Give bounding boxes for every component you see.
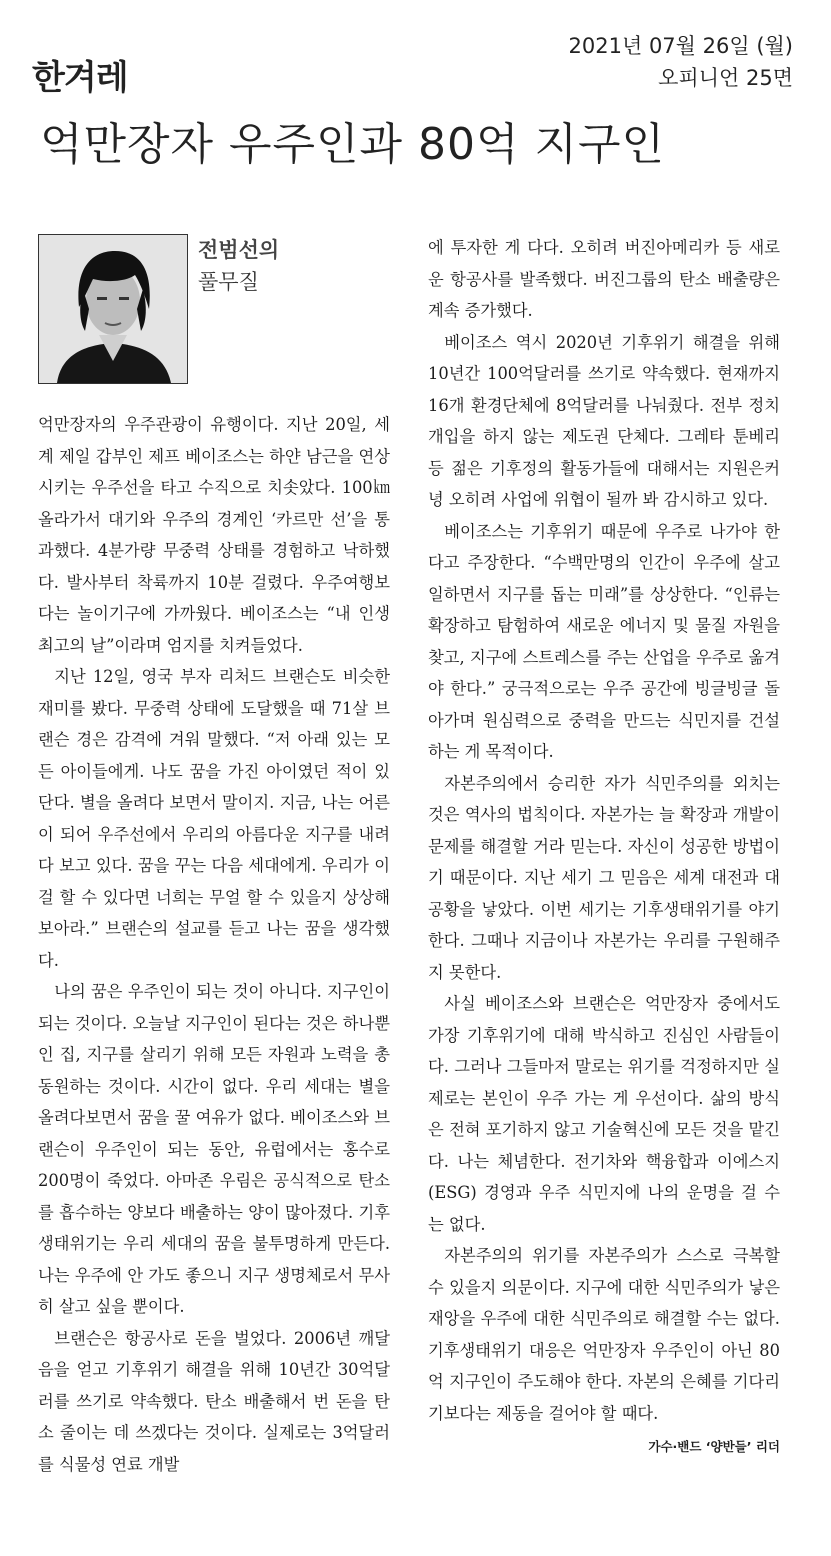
publication-date: 2021년 07월 26일 (월) <box>568 34 793 58</box>
paragraph: 에 투자한 게 다다. 오히려 버진아메리카 등 새로운 항공사를 발족했다. 버진그룹의 탄소 배출량은 계속 증가했다. <box>428 238 780 320</box>
author-byline: 가수·밴드 ‘양반들’ 리더 <box>648 1439 780 1454</box>
column-title <box>198 234 279 298</box>
newspaper-logo: 한겨레 <box>32 58 128 98</box>
column-series-name: 풀무질 <box>198 270 259 294</box>
paragraph: 베이조스는 기후위기 때문에 우주로 나가야 한다고 주장한다. “수백만명의 인간이 우주에 살고 일하면서 지구를 돕는 미래”를 상상한다. “인류는 확장하고 탐험하여 새로운 에너지 및 물질 자원을 찾고, 지구에 스트레스를 주는 산업을 우주로 옮겨야 한다.” 궁극적으로는 우주 공간에 빙글빙글 돌아가며 원심력으로 중력을 만드는 식민지를 건설하는 게 목적이다. <box>428 521 780 761</box>
paragraph-last <box>428 1240 780 1454</box>
paragraph: 자본주의에서 승리한 자가 식민주의를 외치는 것은 역사의 법칙이다. 자본가는 늘 확장과 개발이 문제를 해결할 거라 믿는다. 자신이 성공한 방법이기 때문이다. 지난 세기 그 믿음은 세계 대전과 대공황을 낳았다. 이번 세기는 기후생태위기를 야기한다. 그때나 지금이나 자본가는 우리를 구원해주지 못한다. <box>428 773 780 982</box>
column-author: 전범선의 <box>198 238 280 262</box>
article-column-right <box>428 232 780 1463</box>
headline: 억만장자 우주인과 80억 지구인 <box>40 119 665 170</box>
paragraph: 브랜슨은 항공사로 돈을 벌었다. 2006년 깨달음을 얻고 기후위기 해결을 위해 10년간 30억달러를 쓰기로 약속했다. 탄소 배출해서 번 돈을 탄소 줄이는 데 쓰겠다는 것이다. 실제로는 3억달러를 식물성 연료 개발 <box>38 1328 390 1474</box>
issue-meta <box>569 30 793 94</box>
paragraph: 베이조스 역시 2020년 기후위기 해결을 위해 10년간 100억달러를 쓰기로 약속했다. 현재까지 16개 환경단체에 8억달러를 나눠줬다. 전부 정치 개입을 하지 않는 제도권 단체다. 그레타 툰베리 등 젊은 기후정의 활동가들에 대해서는 지원은커녕 오히려 사업에 위협이 될까 봐 감시하고 있다. <box>428 332 780 509</box>
paragraph: 사실 베이조스와 브랜슨은 억만장자 중에서도 가장 기후위기에 대해 박식하고 진심인 사람들이다. 그러나 그들마저 말로는 위기를 걱정하지만 실제로는 본인이 우주 가는 게 우선이다. 삶의 방식은 전혀 포기하지 않고 기술혁신에 모든 것을 맡긴다. 나는 체념한다. 전기차와 핵융합과 이에스지(ESG) 경영과 우주 식민지에 나의 운명을 걸 수는 없다. <box>428 994 780 1234</box>
article-column-left <box>38 409 390 1480</box>
paragraph: 나의 꿈은 우주인이 되는 것이 아니다. 지구인이 되는 것이다. 오늘날 지구인이 된다는 것은 하나뿐인 집, 지구를 살리기 위해 모든 자원과 노력을 총동원하는 것이다. 시간이 없다. 우리 세대는 별을 올려다보면서 꿈을 꿀 여유가 없다. 베이조스와 브랜슨이 우주인이 되는 동안, 유럽에서는 홍수로 200명이 죽었다. 아마존 우림은 공식적으로 탄소를 흡수하는 양보다 배출하는 양이 많아졌다. 기후생태위기는 우리 세대의 꿈을 불투명하게 만든다. 나는 우주에 안 가도 좋으니 지구 생명체로서 무사히 살고 싶을 뿐이다. <box>38 982 390 1316</box>
author-portrait-image <box>39 235 187 383</box>
author-photo <box>38 234 188 384</box>
paragraph: 억만장자의 우주관광이 유행이다. 지난 20일, 세계 제일 갑부인 제프 베이조스는 하얀 남근을 연상시키는 우주선을 타고 수직으로 치솟았다. 100㎞ 올라가서 대기와 우주의 경계인 ‘카르만 선’을 통과했다. 4분가량 무중력 상태를 경험하고 낙하했다. 발사부터 착륙까지 10분 걸렸다. 우주여행보다는 놀이기구에 가까웠다. 베이조스는 “내 인생 최고의 날”이라며 엄지를 치켜들었다. <box>38 415 390 655</box>
paragraph: 지난 12일, 영국 부자 리처드 브랜슨도 비슷한 재미를 봤다. 무중력 상태에 도달했을 때 71살 브랜슨 경은 감격에 겨워 말했다. “저 아래 있는 모든 아이들에게. 나도 꿈을 가진 아이였던 적이 있단다. 별을 올려다 보면서 말이지. 지금, 나는 어른이 되어 우주선에서 우리의 아름다운 지구를 내려다 보고 있다. 꿈을 꾸는 다음 세대에게. 우리가 이걸 할 수 있다면 너희는 무얼 할 수 있을지 상상해 보아라.” 브랜슨의 설교를 듣고 나는 꿈을 생각했다. <box>38 667 390 970</box>
paragraph-text: 자본주의의 위기를 자본주의가 스스로 극복할 수 있을지 의문이다. 지구에 대한 식민주의가 낳은 재앙을 우주에 대한 식민주의로 해결할 수는 없다. 기후생태위기 대응은 억만장자 우주인이 아닌 80억 지구인이 주도해야 한다. 자본의 은혜를 기다리기보다는 제동을 걸어야 할 때다. <box>428 1246 780 1423</box>
section-page: 오피니언 25면 <box>658 66 793 90</box>
